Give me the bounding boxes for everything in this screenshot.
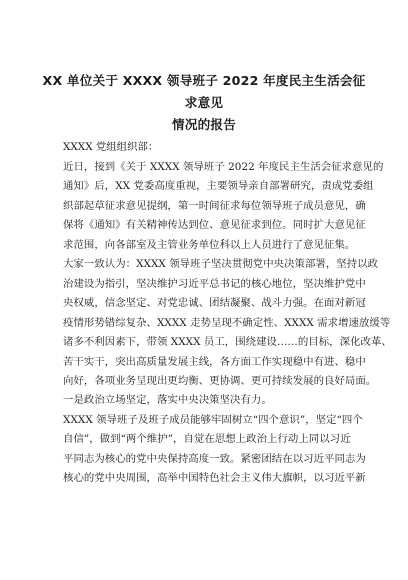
body-line: 大家一致认为：XXXX 领导班子坚决贯彻党中央决策部署，坚持以政 xyxy=(63,258,379,271)
greeting-line: XXXX 党组组织部： xyxy=(63,141,159,153)
body-line: 核心的党中央周围，高举中国特色社会主义伟大旗帜，以习近平新 xyxy=(63,472,366,485)
body-line: 织部起草征求意见提纲，第一时间征求每位领导班子成员意见，确 xyxy=(63,199,366,212)
body-line: 苦干实干，突出高质量发展主线，各方面工作实现稳中有进、稳中 xyxy=(63,355,366,368)
body-line: 向好，各项业务呈现出更均衡、更协调、更可持续发展的良好局面。 xyxy=(63,374,377,387)
body-line: 疫情形势错综复杂、XXXX 走势呈现不确定性、XXXX 需求增速放缓等 xyxy=(63,316,391,329)
body-line: 自信”，做到“两个维护”，自觉在思想上政治上行动上同以习近 xyxy=(63,433,351,446)
document-body xyxy=(63,158,392,489)
body-line: 诸多不利因素下，带领 XXXX 员工，围绕建设……的目标，深化改革、 xyxy=(63,336,392,349)
body-line: 通知》后，XX 党委高度重视，主要领导亲自部署研究，责成党委组 xyxy=(63,180,374,193)
title-line-2: 情况的报告 xyxy=(172,117,236,132)
body-line: 近日，接到《关于 XXXX 领导班子 2022 年度民主生活会征求意见的 xyxy=(63,161,384,173)
title-line-1: XX 单位关于 XXXX 领导班子 2022 年度民主生活会征求意见 xyxy=(42,73,366,110)
document-title xyxy=(40,70,368,136)
body-line: 一是政治立场坚定，落实中央决策坚决有力。 xyxy=(63,394,272,407)
body-line: XXXX 领导班子及班子成员能够牢固树立“四个意识”，坚定“四个 xyxy=(63,413,363,426)
body-line: 央权威，信念坚定、对党忠诚、团结凝聚、战斗力强。在面对新冠 xyxy=(63,297,366,310)
body-line: 治建设为指引，坚决维护习近平总书记的核心地位，坚决维护党中 xyxy=(63,277,366,290)
body-line: 保将《通知》有关精神传达到位、意见征求到位。同时扩大意见征 xyxy=(63,219,366,232)
body-line: 求范围，向各部室及主管业务单位科以上人员进行了意见征集。 xyxy=(63,238,356,251)
body-line: 平同志为核心的党中央保持高度一致。紧密团结在以习近平同志为 xyxy=(63,452,366,465)
